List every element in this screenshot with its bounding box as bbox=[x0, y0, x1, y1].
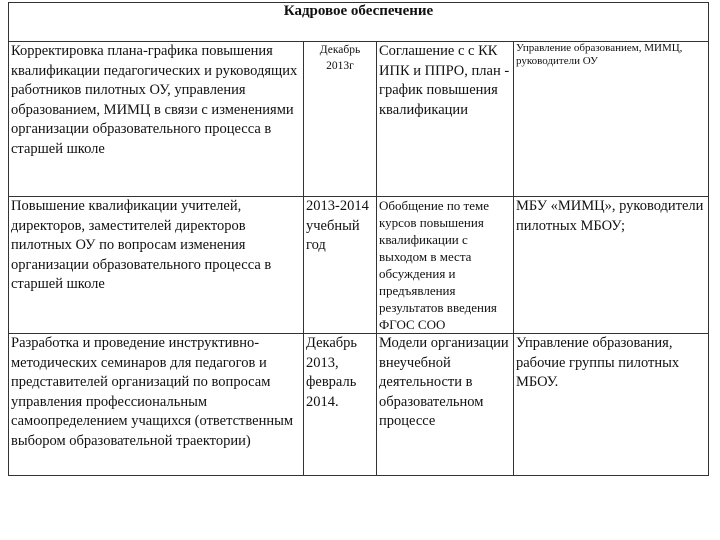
table-row bbox=[9, 42, 709, 197]
period-cell: Декабрь 2013г bbox=[304, 42, 377, 197]
table-row bbox=[9, 334, 709, 476]
activity-cell: Повышение квалификации учителей, директоров, заместителей директоров пилотных ОУ по вопросам изменения организации образовательного процесса в старшей школе bbox=[9, 197, 304, 334]
activity-cell: Корректировка плана-графика повышения квалификации педагогических и руководящих работников пилотных ОУ, управления образованием, МИМЦ в связи с изменениями организации образовательного процесса в старшей школе bbox=[9, 42, 304, 197]
result-cell: Модели организации внеучебной деятельности в образовательном процессе bbox=[377, 334, 514, 476]
table-row bbox=[9, 197, 709, 334]
result-cell: Обобщение по теме курсов повышения квалификации с выходом в места обсуждения и предъявления результатов введения ФГОС СОО bbox=[377, 197, 514, 334]
activity-cell: Разработка и проведение инструктивно-методических семинаров для педагогов и представителей организаций по вопросам управления профессиональным самоопределением учащихся (ответственным выбором образовательной траектории) bbox=[9, 334, 304, 476]
table-title: Кадровое обеспечение bbox=[9, 3, 709, 42]
responsible-cell: МБУ «МИМЦ», руководители пилотных МБОУ; bbox=[514, 197, 709, 334]
period-cell: 2013-2014 учебный год bbox=[304, 197, 377, 334]
staffing-table bbox=[8, 2, 709, 476]
period-cell: Декабрь 2013, февраль 2014. bbox=[304, 334, 377, 476]
responsible-cell: Управление образования, рабочие группы пилотных МБОУ. bbox=[514, 334, 709, 476]
responsible-cell: Управление образованием, МИМЦ, руководители ОУ bbox=[514, 42, 709, 197]
result-cell: Соглашение с с КК ИПК и ППРО, план - график повышения квалификации bbox=[377, 42, 514, 197]
title-row bbox=[9, 3, 709, 42]
